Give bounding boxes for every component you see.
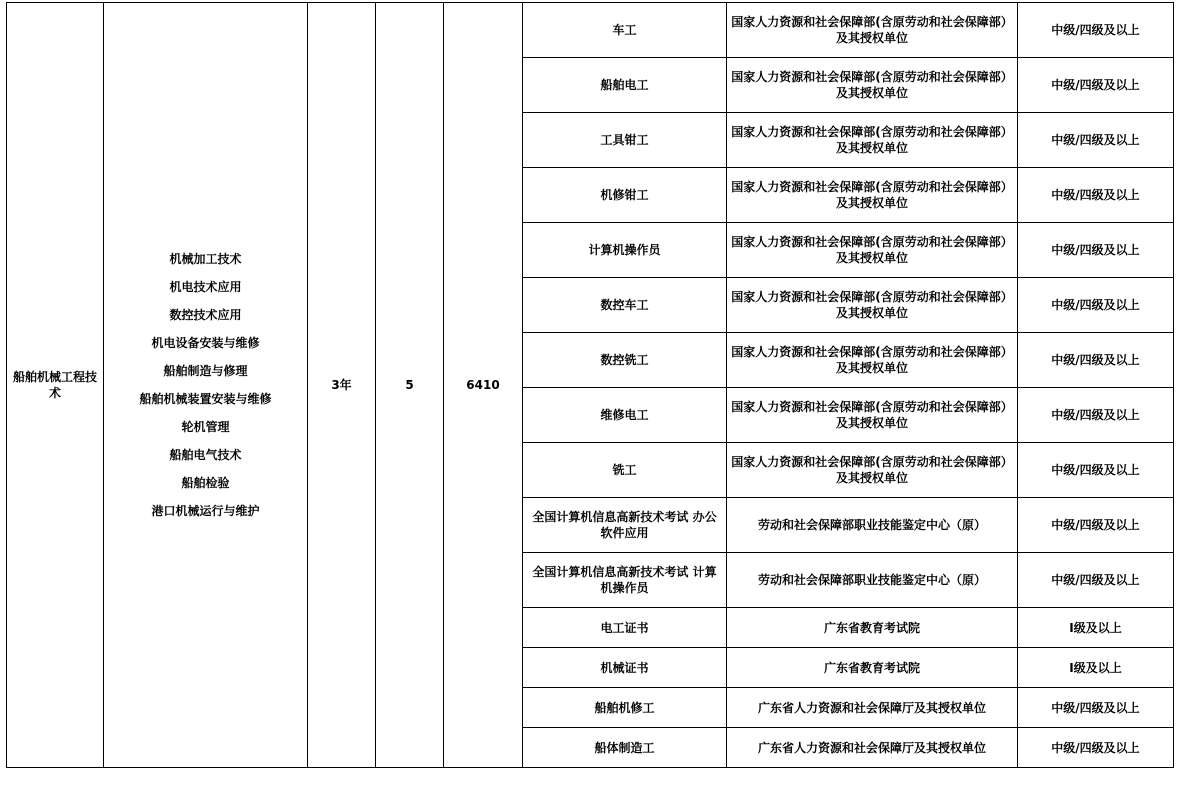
certificate-name: 全国计算机信息高新技术考试 计算机操作员 (523, 553, 727, 608)
certificate-level: 中级/四级及以上 (1018, 388, 1174, 443)
certificate-name: 船舶电工 (523, 58, 727, 113)
related-major-item: 船舶检验 (181, 476, 230, 490)
certificate-level: 中级/四级及以上 (1018, 728, 1174, 768)
related-majors-cell (104, 3, 308, 768)
certificate-issuer: 国家人力资源和社会保障部(含原劳动和社会保障部）及其授权单位 (727, 443, 1018, 498)
certificate-name: 车工 (523, 3, 727, 58)
certificate-level: 中级/四级及以上 (1018, 498, 1174, 553)
major-name: 船舶机械工程技术 (12, 370, 97, 400)
certificate-name: 机修钳工 (523, 168, 727, 223)
certificate-issuer: 广东省教育考试院 (727, 648, 1018, 688)
duration: 3年 (331, 378, 352, 392)
certificate-issuer: 国家人力资源和社会保障部(含原劳动和社会保障部）及其授权单位 (727, 333, 1018, 388)
certificate-level: 中级/四级及以上 (1018, 113, 1174, 168)
certificate-issuer: 国家人力资源和社会保障部(含原劳动和社会保障部）及其授权单位 (727, 223, 1018, 278)
certificate-name: 维修电工 (523, 388, 727, 443)
related-major-item: 船舶电气技术 (169, 448, 242, 462)
certificate-issuer: 国家人力资源和社会保障部(含原劳动和社会保障部）及其授权单位 (727, 3, 1018, 58)
related-major-item: 船舶机械装置安装与维修 (139, 392, 272, 406)
certificate-level: 中级/四级及以上 (1018, 278, 1174, 333)
certificate-name: 电工证书 (523, 608, 727, 648)
certificate-name: 铣工 (523, 443, 727, 498)
certificate-issuer: 国家人力资源和社会保障部(含原劳动和社会保障部）及其授权单位 (727, 278, 1018, 333)
certificate-issuer: 广东省人力资源和社会保障厅及其授权单位 (727, 688, 1018, 728)
certificate-name: 工具钳工 (523, 113, 727, 168)
certificate-level: 中级/四级及以上 (1018, 58, 1174, 113)
related-major-item: 船舶制造与修理 (163, 364, 248, 378)
certificate-name: 数控铣工 (523, 333, 727, 388)
certificate-level: I级及以上 (1018, 648, 1174, 688)
certificate-level: 中级/四级及以上 (1018, 168, 1174, 223)
major-name-cell (7, 3, 104, 768)
related-major-item: 机电技术应用 (169, 280, 242, 294)
certificate-level: I级及以上 (1018, 608, 1174, 648)
major-code: 6410 (466, 378, 500, 392)
certificate-name: 计算机操作员 (523, 223, 727, 278)
certificate-level: 中级/四级及以上 (1018, 553, 1174, 608)
code-cell (444, 3, 523, 768)
certificate-name: 机械证书 (523, 648, 727, 688)
certificate-issuer: 广东省人力资源和社会保障厅及其授权单位 (727, 728, 1018, 768)
duration-cell (308, 3, 376, 768)
certificate-issuer: 国家人力资源和社会保障部(含原劳动和社会保障部）及其授权单位 (727, 113, 1018, 168)
related-major-item: 港口机械运行与维护 (151, 504, 260, 518)
certificate-level: 中级/四级及以上 (1018, 443, 1174, 498)
certificate-name: 数控车工 (523, 278, 727, 333)
number-cell (376, 3, 444, 768)
related-major-item: 机械加工技术 (169, 252, 242, 266)
certificate-issuer: 劳动和社会保障部职业技能鉴定中心（原） (727, 553, 1018, 608)
related-major-item: 数控技术应用 (169, 308, 242, 322)
certificate-name: 船体制造工 (523, 728, 727, 768)
certificate-name: 全国计算机信息高新技术考试 办公软件应用 (523, 498, 727, 553)
certificate-level: 中级/四级及以上 (1018, 333, 1174, 388)
number-value: 5 (405, 378, 414, 392)
certificate-issuer: 国家人力资源和社会保障部(含原劳动和社会保障部）及其授权单位 (727, 388, 1018, 443)
related-major-item: 轮机管理 (181, 420, 230, 434)
certificate-name: 船舶机修工 (523, 688, 727, 728)
certificate-level: 中级/四级及以上 (1018, 688, 1174, 728)
certificate-issuer: 劳动和社会保障部职业技能鉴定中心（原） (727, 498, 1018, 553)
certificate-table (6, 2, 1174, 768)
certificate-issuer: 国家人力资源和社会保障部(含原劳动和社会保障部）及其授权单位 (727, 58, 1018, 113)
related-major-item: 机电设备安装与维修 (151, 336, 260, 350)
certificate-level: 中级/四级及以上 (1018, 223, 1174, 278)
certificate-issuer: 国家人力资源和社会保障部(含原劳动和社会保障部）及其授权单位 (727, 168, 1018, 223)
table-row (7, 3, 1174, 58)
certificate-issuer: 广东省教育考试院 (727, 608, 1018, 648)
certificate-level: 中级/四级及以上 (1018, 3, 1174, 58)
